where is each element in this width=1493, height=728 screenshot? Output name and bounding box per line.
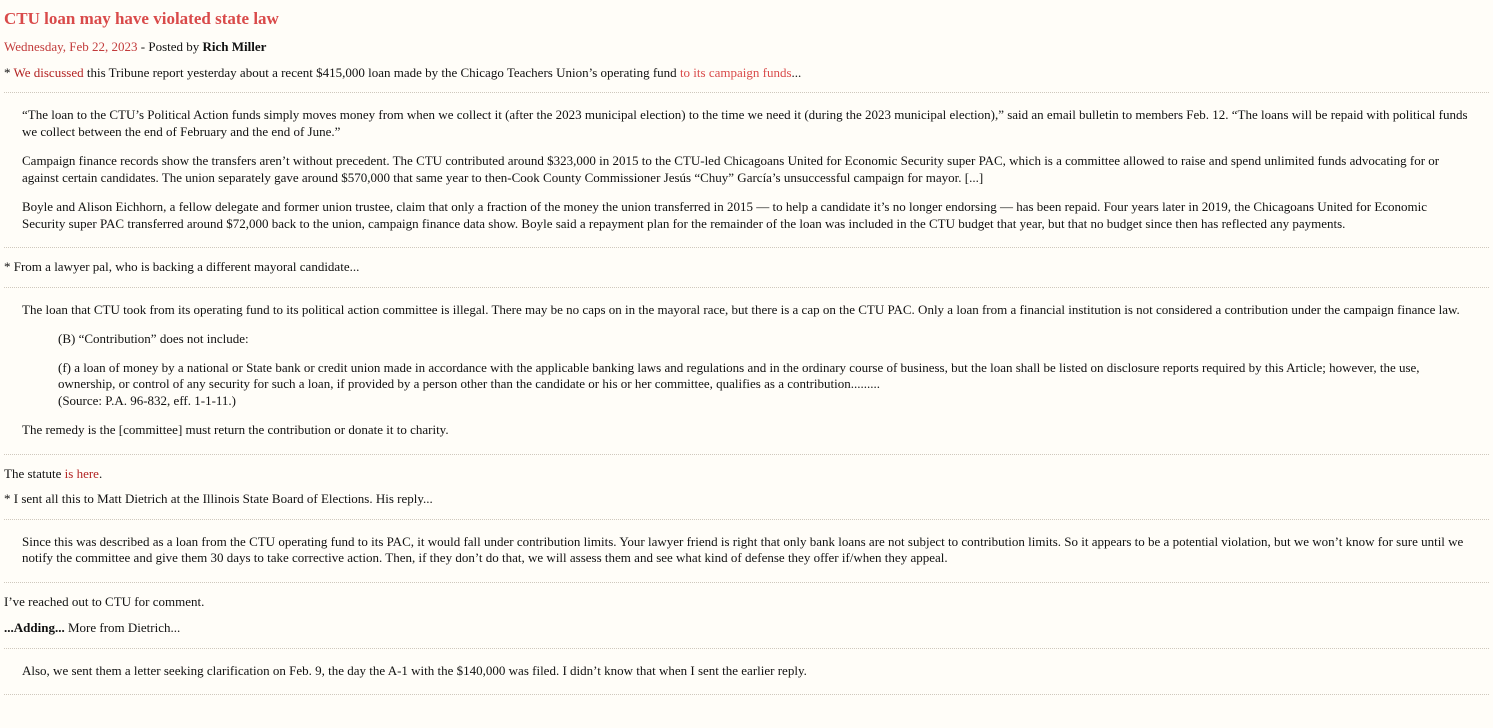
dietrich-quote-2-p1: Also, we sent them a letter seeking clarification on Feb. 9, the day the A-1 with the $140,000 was filed. I didn’t know that when I sent the earlier reply.	[22, 662, 807, 678]
reached-out-line: I’ve reached out to CTU for comment.	[4, 593, 205, 609]
lawyer-quote	[4, 287, 1489, 455]
statute-link[interactable]: is here	[64, 465, 99, 481]
intro-text-2: ...	[791, 64, 802, 80]
dietrich-quote-p1: Since this was described as a loan from the CTU operating fund to its PAC, it would fall under contribution limits. Your lawyer friend is right that only bank loans are not subject to contribution limits. So it appears to be a potential violation, but we won’t know for sure until we notify the committee and give them 30 days to take corrective action. Then, if they don’t do that, we will assess them and see what kind of defense they offer if/when they appeal.	[22, 533, 1464, 565]
tribune-quote	[4, 92, 1489, 248]
statute-excerpt-f-text: (f) a loan of money by a national or State bank or credit union made in accordance with the applicable banking laws and regulations and in the ordinary course of business, but the loan shall be listed on disclosure reports required by this Article; however, the use, ownership, or control of any security for such a loan, if provided by a person other than the candidate or his or her committee, qualifies as a contribution.........	[58, 359, 1420, 391]
we-discussed-link[interactable]: We discussed	[13, 64, 84, 80]
adding-label: ...Adding...	[4, 620, 65, 635]
lawyer-quote-p1: The loan that CTU took from its operating fund to its political action committee is illegal. There may be no caps on in the mayoral race, but there is a cap on the CTU PAC. Only a loan from a financial institution is not considered a contribution under the campaign finance law.	[22, 301, 1460, 317]
adding-line	[4, 620, 1489, 637]
dietrich-intro: * I sent all this to Matt Dietrich at the Illinois State Board of Elections. His reply...	[4, 491, 433, 506]
post-title[interactable]: CTU loan may have violated state law	[4, 9, 279, 28]
intro-star: *	[4, 64, 14, 80]
lawyer-quote-p2: The remedy is the [committee] must return the contribution or donate it to charity.	[22, 422, 449, 437]
dietrich-quote-2	[4, 648, 1489, 696]
statute-end: .	[98, 465, 103, 481]
statute-excerpt	[58, 331, 1471, 409]
intro-paragraph	[4, 65, 1489, 82]
statute-line	[4, 466, 1489, 483]
statute-source: (Source: P.A. 96-832, eff. 1-1-11.)	[58, 392, 236, 408]
campaign-funds-link[interactable]: to its campaign funds	[679, 64, 792, 80]
tribune-quote-p1: “The loan to the CTU’s Political Action funds simply moves money from when we collect it (after the 2023 municipal election) to the time we need it (during the 2023 municipal election),” said an email bulletin to members Feb. 12. “The loans will be repaid with political funds we collect between the end of February and the end of June.”	[22, 107, 1468, 139]
adding-text: More from Dietrich...	[64, 620, 181, 635]
tribune-quote-p2: Campaign finance records show the transfers aren’t without precedent. The CTU contributed around $323,000 in 2015 to the CTU-led Chicagoans United for Economic Security super PAC, which is a committee allowed to raise and spend unlimited funds advocating for or against certain candidates. The union separately gave around $570,000 that same year to then-Cook County Commissioner Jesús “Chuy” García’s unsuccessful campaign for mayor. [...]	[22, 153, 1440, 185]
statute-excerpt-b: (B) “Contribution” does not include:	[58, 331, 249, 346]
post-author: Rich Miller	[202, 39, 267, 54]
dietrich-quote	[4, 519, 1489, 583]
posted-by-label: - Posted by	[137, 39, 203, 54]
intro-text-1: this Tribune report yesterday about a recent $415,000 loan made by the Chicago Teachers Union’s operating fund	[83, 64, 680, 80]
statute-excerpt-f	[58, 360, 1471, 410]
post-meta	[4, 39, 1489, 56]
post-date: Wednesday, Feb 22, 2023	[4, 39, 138, 54]
statute-text: The statute	[4, 465, 65, 481]
lawyer-intro: * From a lawyer pal, who is backing a different mayoral candidate...	[4, 259, 360, 274]
tribune-quote-p3: Boyle and Alison Eichhorn, a fellow delegate and former union trustee, claim that only a fraction of the money the union transferred in 2015 — to help a candidate it’s no longer endorsing — has been repaid. Four years later in 2019, the Chicagoans United for Economic Security super PAC transferred around $72,000 back to the union, campaign finance data show. Boyle said a repayment plan for the remainder of the loan was included in the CTU budget that year, but that no budget since then has reflected any payments.	[22, 199, 1428, 231]
